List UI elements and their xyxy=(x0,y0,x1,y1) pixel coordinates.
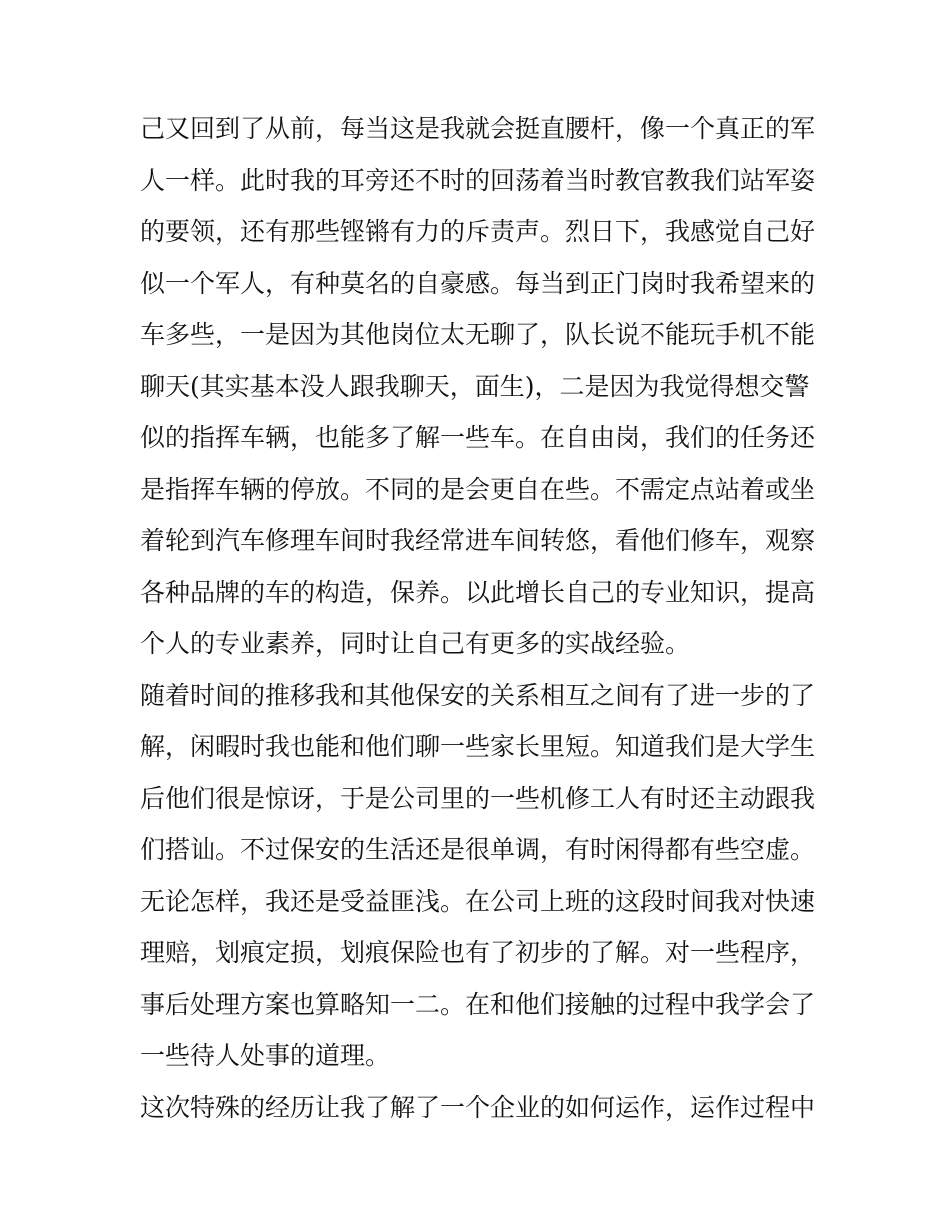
body-text xyxy=(140,103,820,1133)
text-line: 们搭讪。不过保安的生活还是很单调，有时闲得都有些空虚。 xyxy=(140,835,816,864)
text-line: 的要领，还有那些铿锵有力的斥责声。烈日下，我感觉自己好 xyxy=(140,217,816,246)
text-line: 后他们很是惊讶，于是公司里的一些机修工人有时还主动跟我 xyxy=(140,783,816,813)
text-line: 一些待人处事的道理。 xyxy=(140,1041,391,1070)
text-line: 各种品牌的车的构造，保养。以此增长自己的专业知识，提高 xyxy=(140,577,816,607)
text-line: 聊天(其实基本没人跟我聊天，面生)，二是因为我觉得想交警 xyxy=(140,371,810,401)
text-line: 似的指挥车辆，也能多了解一些车。在自由岗，我们的任务还 xyxy=(140,423,816,452)
text-line: 己又回到了从前，每当这是我就会挺直腰杆，像一个真正的军 xyxy=(140,114,816,143)
text-line: 个人的专业素养，同时让自己有更多的实战经验。 xyxy=(140,629,691,658)
text-line: 这次特殊的经历让我了解了一个企业的如何运作，运作过程中 xyxy=(140,1092,816,1122)
text-line: 着轮到汽车修理车间时我经常进车间转悠，看他们修车，观察 xyxy=(140,526,816,555)
text-line: 车多些，一是因为其他岗位太无聊了，队长说不能玩手机不能 xyxy=(140,320,816,349)
text-line: 事后处理方案也算略知一二。在和他们接触的过程中我学会了 xyxy=(140,989,816,1019)
text-line: 随着时间的推移我和其他保安的关系相互之间有了进一步的了 xyxy=(140,680,816,710)
text-line: 似一个军人，有种莫名的自豪感。每当到正门岗时我希望来的 xyxy=(140,268,816,298)
text-line: 人一样。此时我的耳旁还不时的回荡着当时教官教我们站军姿 xyxy=(140,165,816,195)
text-line: 解，闲暇时我也能和他们聊一些家长里短。知道我们是大学生 xyxy=(140,732,816,761)
text-line: 理赔，划痕定损，划痕保险也有了初步的了解。对一些程序， xyxy=(140,938,816,967)
text-line: 无论怎样，我还是受益匪浅。在公司上班的这段时间我对快速 xyxy=(140,886,816,916)
text-line: 是指挥车辆的停放。不同的是会更自在些。不需定点站着或坐 xyxy=(140,474,816,504)
